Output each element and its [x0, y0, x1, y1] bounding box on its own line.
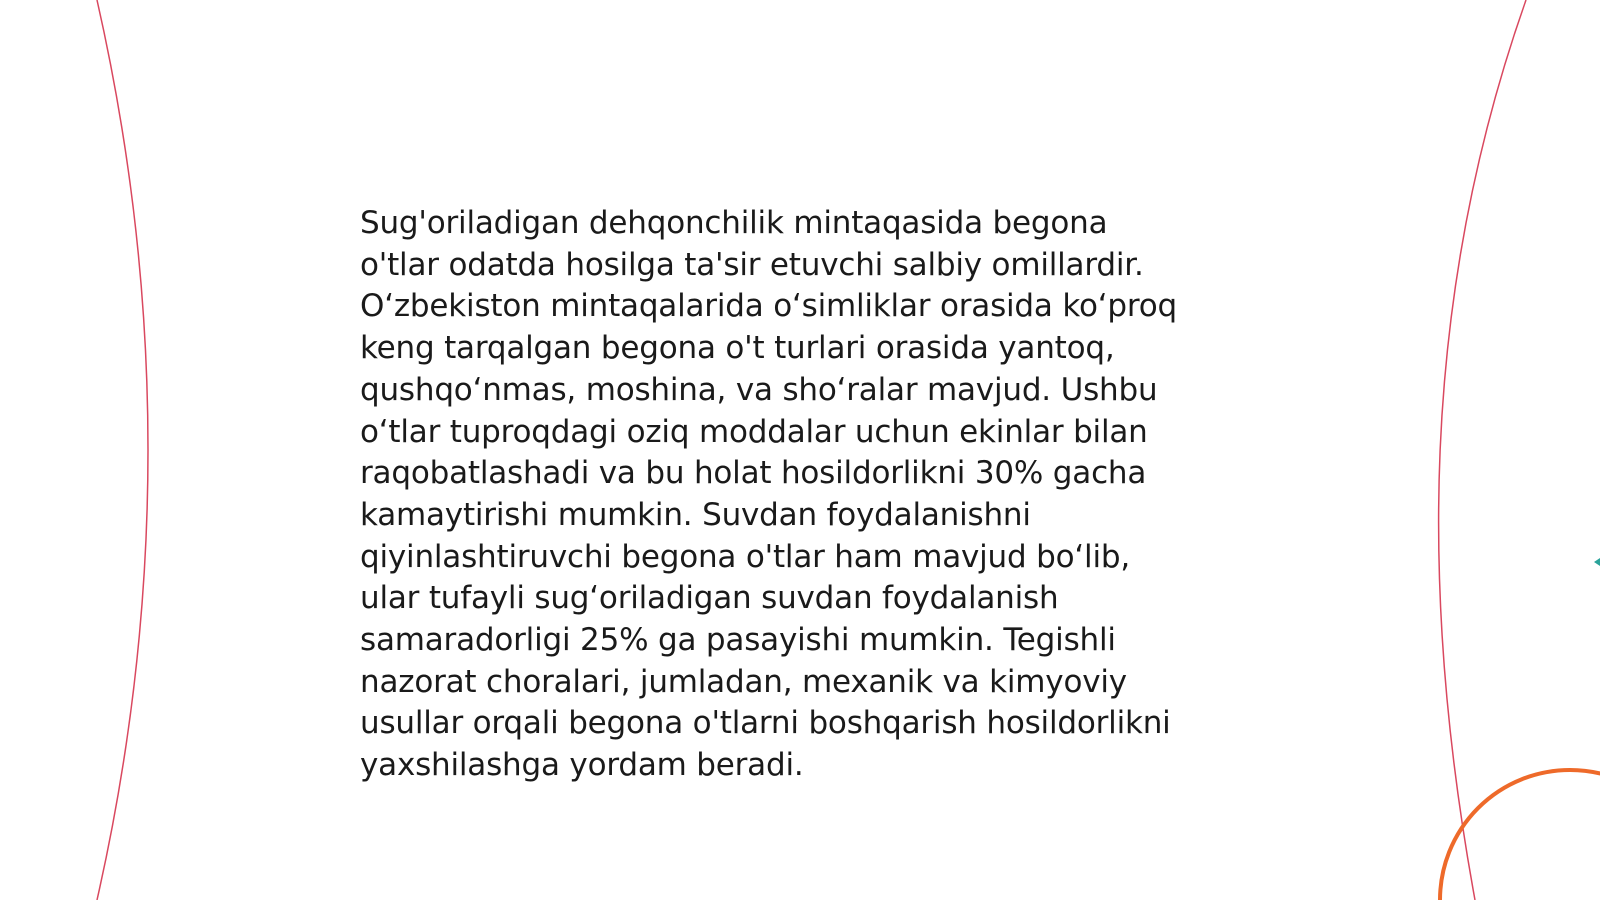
body-paragraph: Sug'oriladigan dehqonchilik mintaqasida begona o'tlar odatda hosilga ta'sir etuvchi salbiy omillardir. Oʻzbekiston mintaqalarida oʻsimliklar orasida koʻproq keng tarqalgan begona o't turlari orasida yantoq, qushqoʻnmas, moshina, va shoʻralar mavjud. Ushbu oʻtlar tuproqdagi oziq moddalar uchun ekinlar bilan raqobatlashadi va bu holat hosildorlikni 30% gacha kamaytirishi mumkin. Suvdan foydalanishni qiyinlashtiruvchi begona o'tlar ham mavjud boʻlib, ular tufayli sugʻoriladigan suvdan foydalanish samaradorligi 25% ga pasayishi mumkin. Tegishli nazorat choralari, jumladan, mexanik va kimyoviy usullar orqali begona o'tlarni boshqarish hosildorlikni yaxshilashga yordam beradi.	[360, 205, 1178, 784]
right-curve	[1439, 0, 1526, 900]
teal-accent	[1594, 558, 1600, 566]
left-curve	[97, 0, 148, 900]
